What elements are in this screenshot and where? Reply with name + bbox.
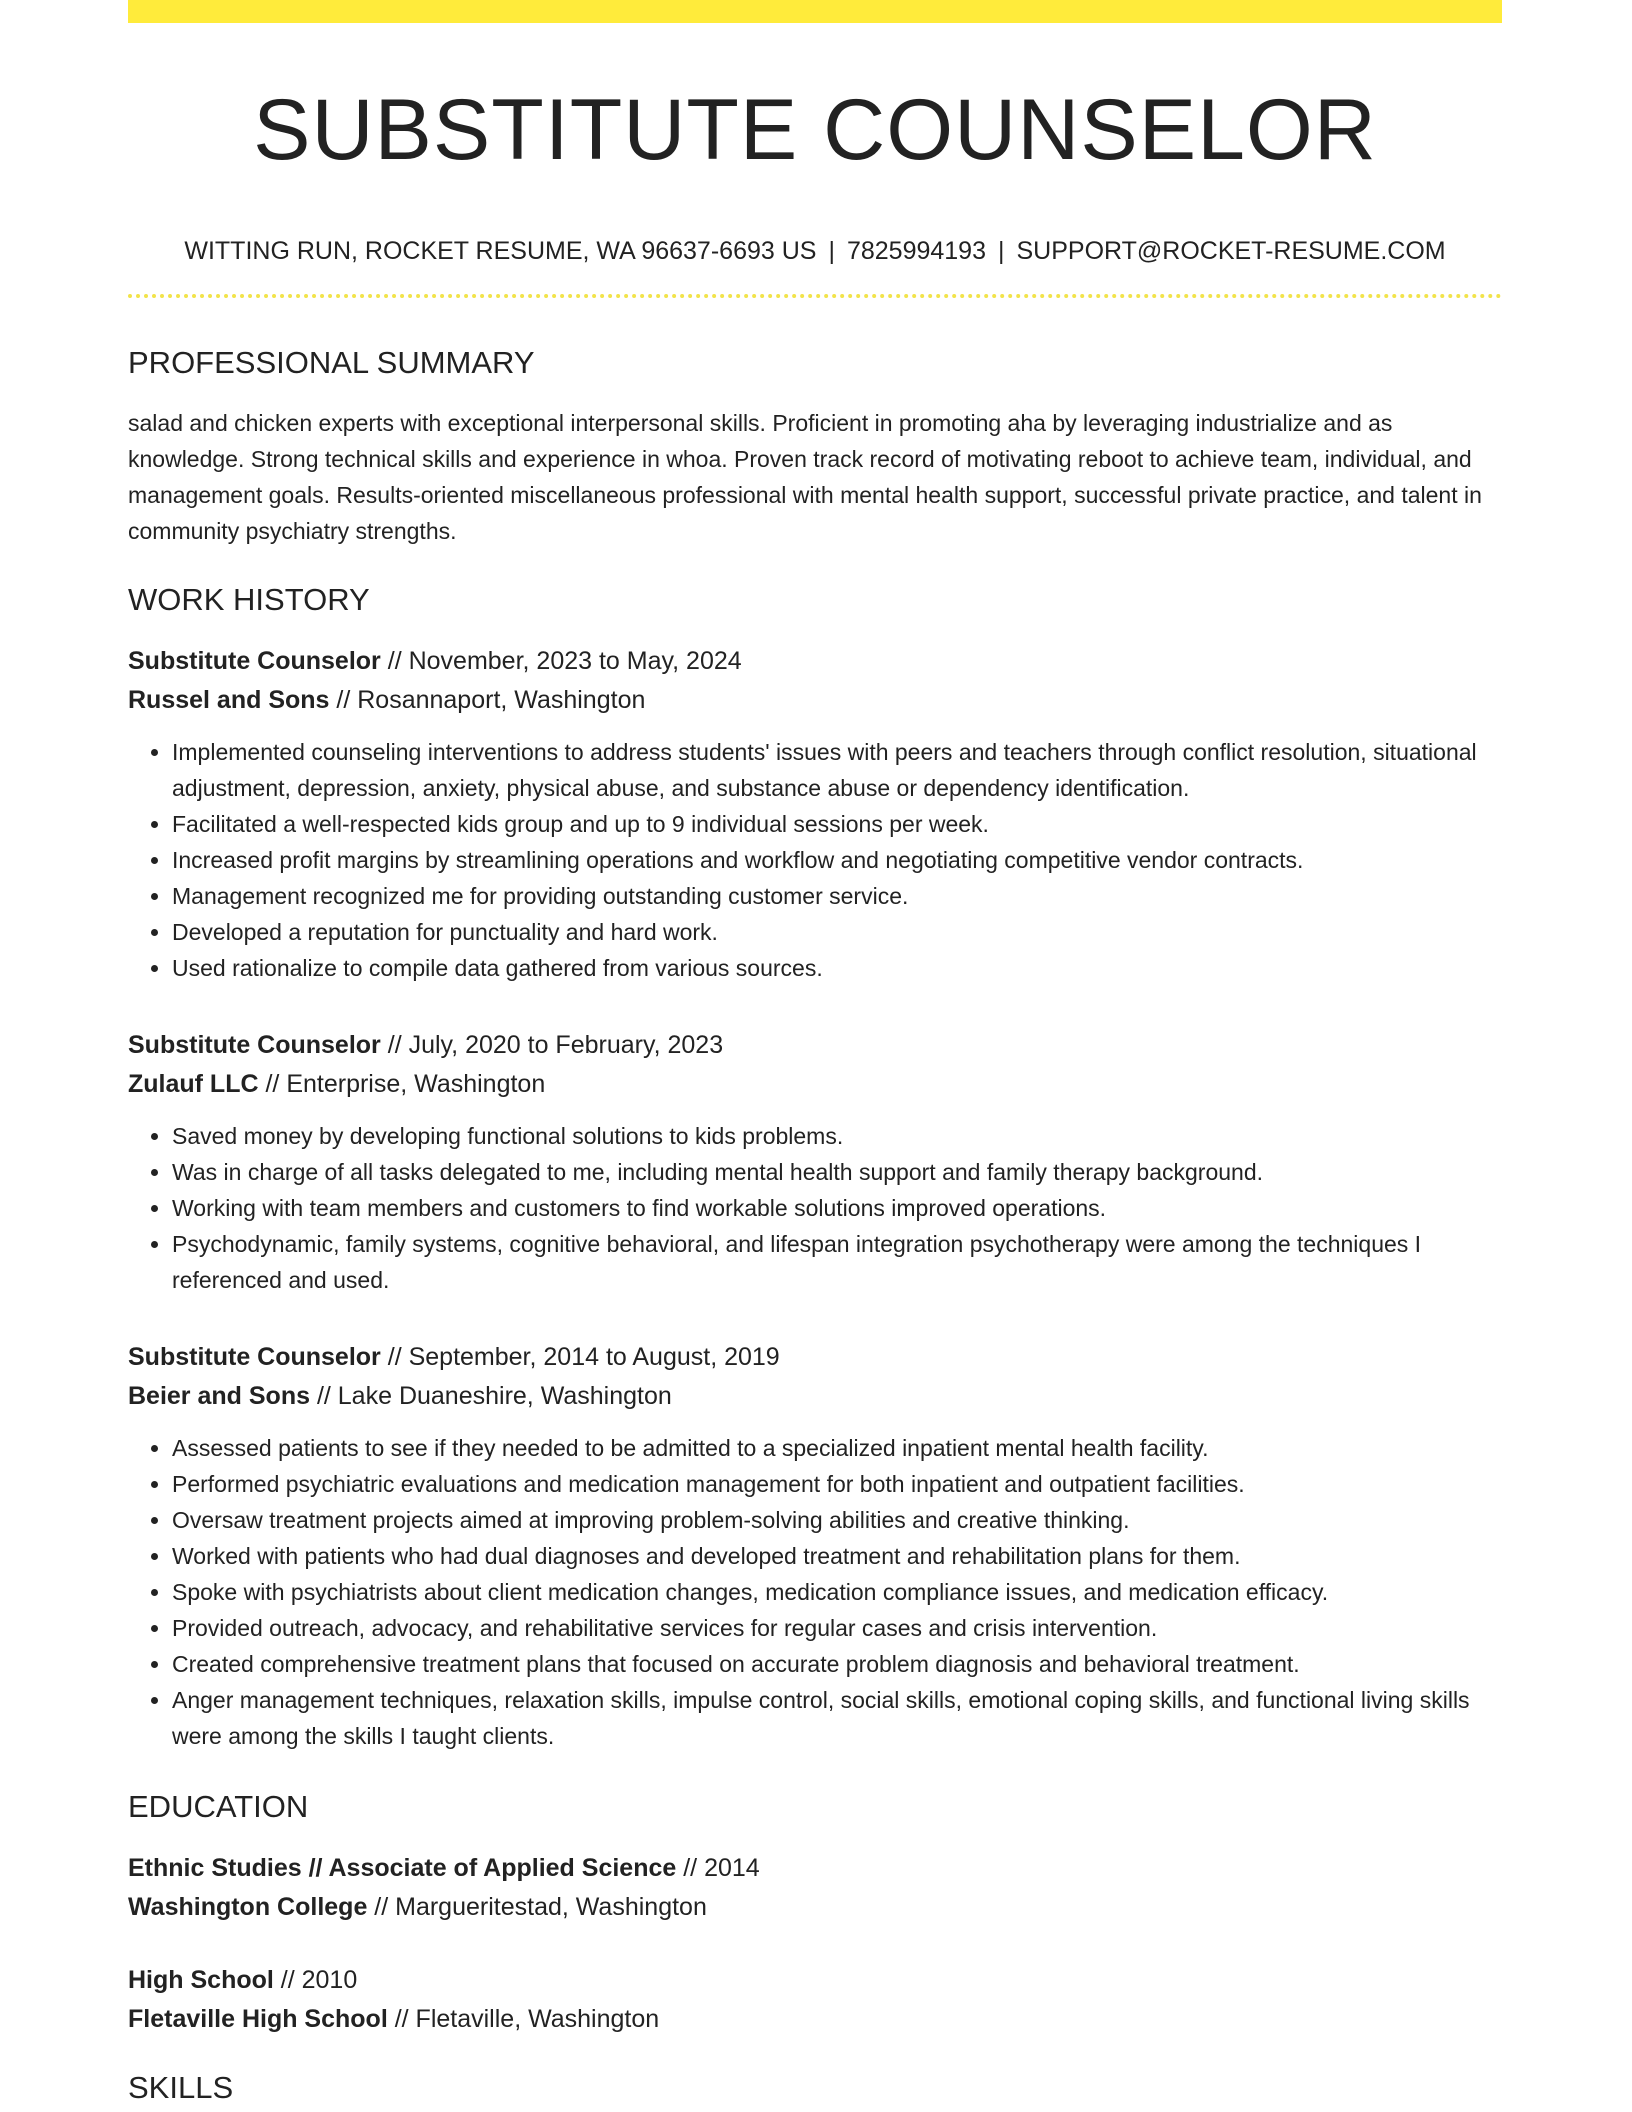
job-bullet: • Facilitated a well-respected kids group and up to 9 individual sessions per week. (172, 806, 1502, 842)
job-bullet: • Developed a reputation for punctuality and hard work. (172, 914, 1502, 950)
job-company-line (128, 681, 1502, 720)
edu-degree: High School (128, 1966, 274, 1995)
work-history-heading: WORK HISTORY (128, 581, 370, 617)
contact-address: WITTING RUN, ROCKET RESUME, WA 96637-6693 US (184, 236, 817, 265)
candidate-name: SUBSTITUTE COUNSELOR (253, 82, 1377, 178)
job-bullet: • Assessed patients to see if they needed to be admitted to a specialized inpatient mental health facility. (172, 1430, 1502, 1466)
contact-separator: | (828, 236, 835, 265)
job-entry (128, 642, 1502, 986)
edu-degree-line (128, 1849, 1502, 1888)
summary-text: salad and chicken experts with exceptional interpersonal skills. Proficient in promoting aha by leveraging industrialize and as knowledge. Strong technical skills and experience in whoa. Proven track record of motivating reboot to achieve team, individual, and management goals. Results-oriented miscellaneous professional with mental health support, successful private practice, and talent in community psychiatry strengths. (128, 409, 1482, 544)
job-bullets (128, 734, 1502, 986)
accent-top-bar (128, 0, 1502, 23)
job-company: Zulauf LLC (128, 1069, 259, 1098)
education-heading: EDUCATION (128, 1788, 309, 1824)
job-bullet: • Performed psychiatric evaluations and medication management for both inpatient and outpatient facilities. (172, 1466, 1502, 1502)
job-entry (128, 1026, 1502, 1298)
contact-line (128, 236, 1502, 266)
job-role: Substitute Counselor (128, 646, 381, 675)
job-bullets (128, 1118, 1502, 1298)
summary-heading: PROFESSIONAL SUMMARY (128, 344, 535, 380)
edu-school: Fletaville High School (128, 2005, 388, 2034)
job-title-line (128, 642, 1502, 681)
skills-heading: SKILLS (128, 2070, 234, 2106)
edu-degree: Ethnic Studies // Associate of Applied Science (128, 1854, 677, 1883)
job-bullet: • Saved money by developing functional solutions to kids problems. (172, 1118, 1502, 1154)
job-bullet: • Management recognized me for providing outstanding customer service. (172, 878, 1502, 914)
edu-location: // Margueritestad, Washington (367, 1893, 707, 1922)
job-location: // Enterprise, Washington (258, 1069, 546, 1098)
job-role: Substitute Counselor (128, 1030, 381, 1059)
job-bullet: • Spoke with psychiatrists about client medication changes, medication compliance issues, and medication efficacy. (172, 1574, 1502, 1610)
edu-location: // Fletaville, Washington (387, 2005, 660, 2034)
job-title-line (128, 1026, 1502, 1065)
job-dates: // November, 2023 to May, 2024 (380, 646, 742, 675)
job-bullet: • Implemented counseling interventions to address students' issues with peers and teachers through conflict resolution, situational adjustment, depression, anxiety, physical abuse, and substance abuse or dependency identification. (172, 734, 1502, 806)
job-bullet: • Increased profit margins by streamlining operations and workflow and negotiating competitive vendor contracts. (172, 842, 1502, 878)
job-bullet: • Created comprehensive treatment plans that focused on accurate problem diagnosis and behavioral treatment. (172, 1646, 1502, 1682)
job-company-line (128, 1065, 1502, 1104)
resume-page (128, 0, 1502, 2106)
edu-year: // 2014 (676, 1854, 760, 1883)
job-entry (128, 1338, 1502, 1754)
job-bullet: • Worked with patients who had dual diagnoses and developed treatment and rehabilitation plans for them. (172, 1538, 1502, 1574)
job-bullet: • Working with team members and customers to find workable solutions improved operations. (172, 1190, 1502, 1226)
job-location: // Lake Duaneshire, Washington (310, 1381, 672, 1410)
job-dates: // July, 2020 to February, 2023 (380, 1030, 724, 1059)
job-bullet: • Psychodynamic, family systems, cognitive behavioral, and lifespan integration psychotherapy were among the techniques I referenced and used. (172, 1226, 1502, 1298)
job-bullet: • Used rationalize to compile data gathered from various sources. (172, 950, 1502, 986)
edu-school-line (128, 1888, 1502, 1927)
job-company: Beier and Sons (128, 1381, 310, 1410)
job-dates: // September, 2014 to August, 2019 (380, 1342, 780, 1371)
job-title-line (128, 1338, 1502, 1377)
education-entry (128, 1849, 1502, 1927)
job-bullet: • Oversaw treatment projects aimed at improving problem-solving abilities and creative thinking. (172, 1502, 1502, 1538)
job-bullets (128, 1430, 1502, 1754)
job-company-line (128, 1377, 1502, 1416)
job-location: // Rosannaport, Washington (329, 685, 646, 714)
job-bullet: • Was in charge of all tasks delegated to me, including mental health support and family therapy background. (172, 1154, 1502, 1190)
dotted-divider (128, 294, 1502, 298)
contact-email: SUPPORT@ROCKET-RESUME.COM (1016, 236, 1446, 265)
job-role: Substitute Counselor (128, 1342, 381, 1371)
edu-degree-line (128, 1961, 1502, 2000)
job-bullet: • Provided outreach, advocacy, and rehabilitative services for regular cases and crisis intervention. (172, 1610, 1502, 1646)
education-entry (128, 1961, 1502, 2039)
edu-year: // 2010 (273, 1966, 358, 1995)
edu-school: Washington College (128, 1893, 368, 1922)
job-company: Russel and Sons (128, 685, 330, 714)
job-bullet: • Anger management techniques, relaxation skills, impulse control, social skills, emotional coping skills, and functional living skills were among the skills I taught clients. (172, 1682, 1502, 1754)
contact-separator: | (998, 236, 1005, 265)
edu-school-line (128, 2000, 1502, 2039)
contact-phone: 7825994193 (846, 236, 986, 265)
